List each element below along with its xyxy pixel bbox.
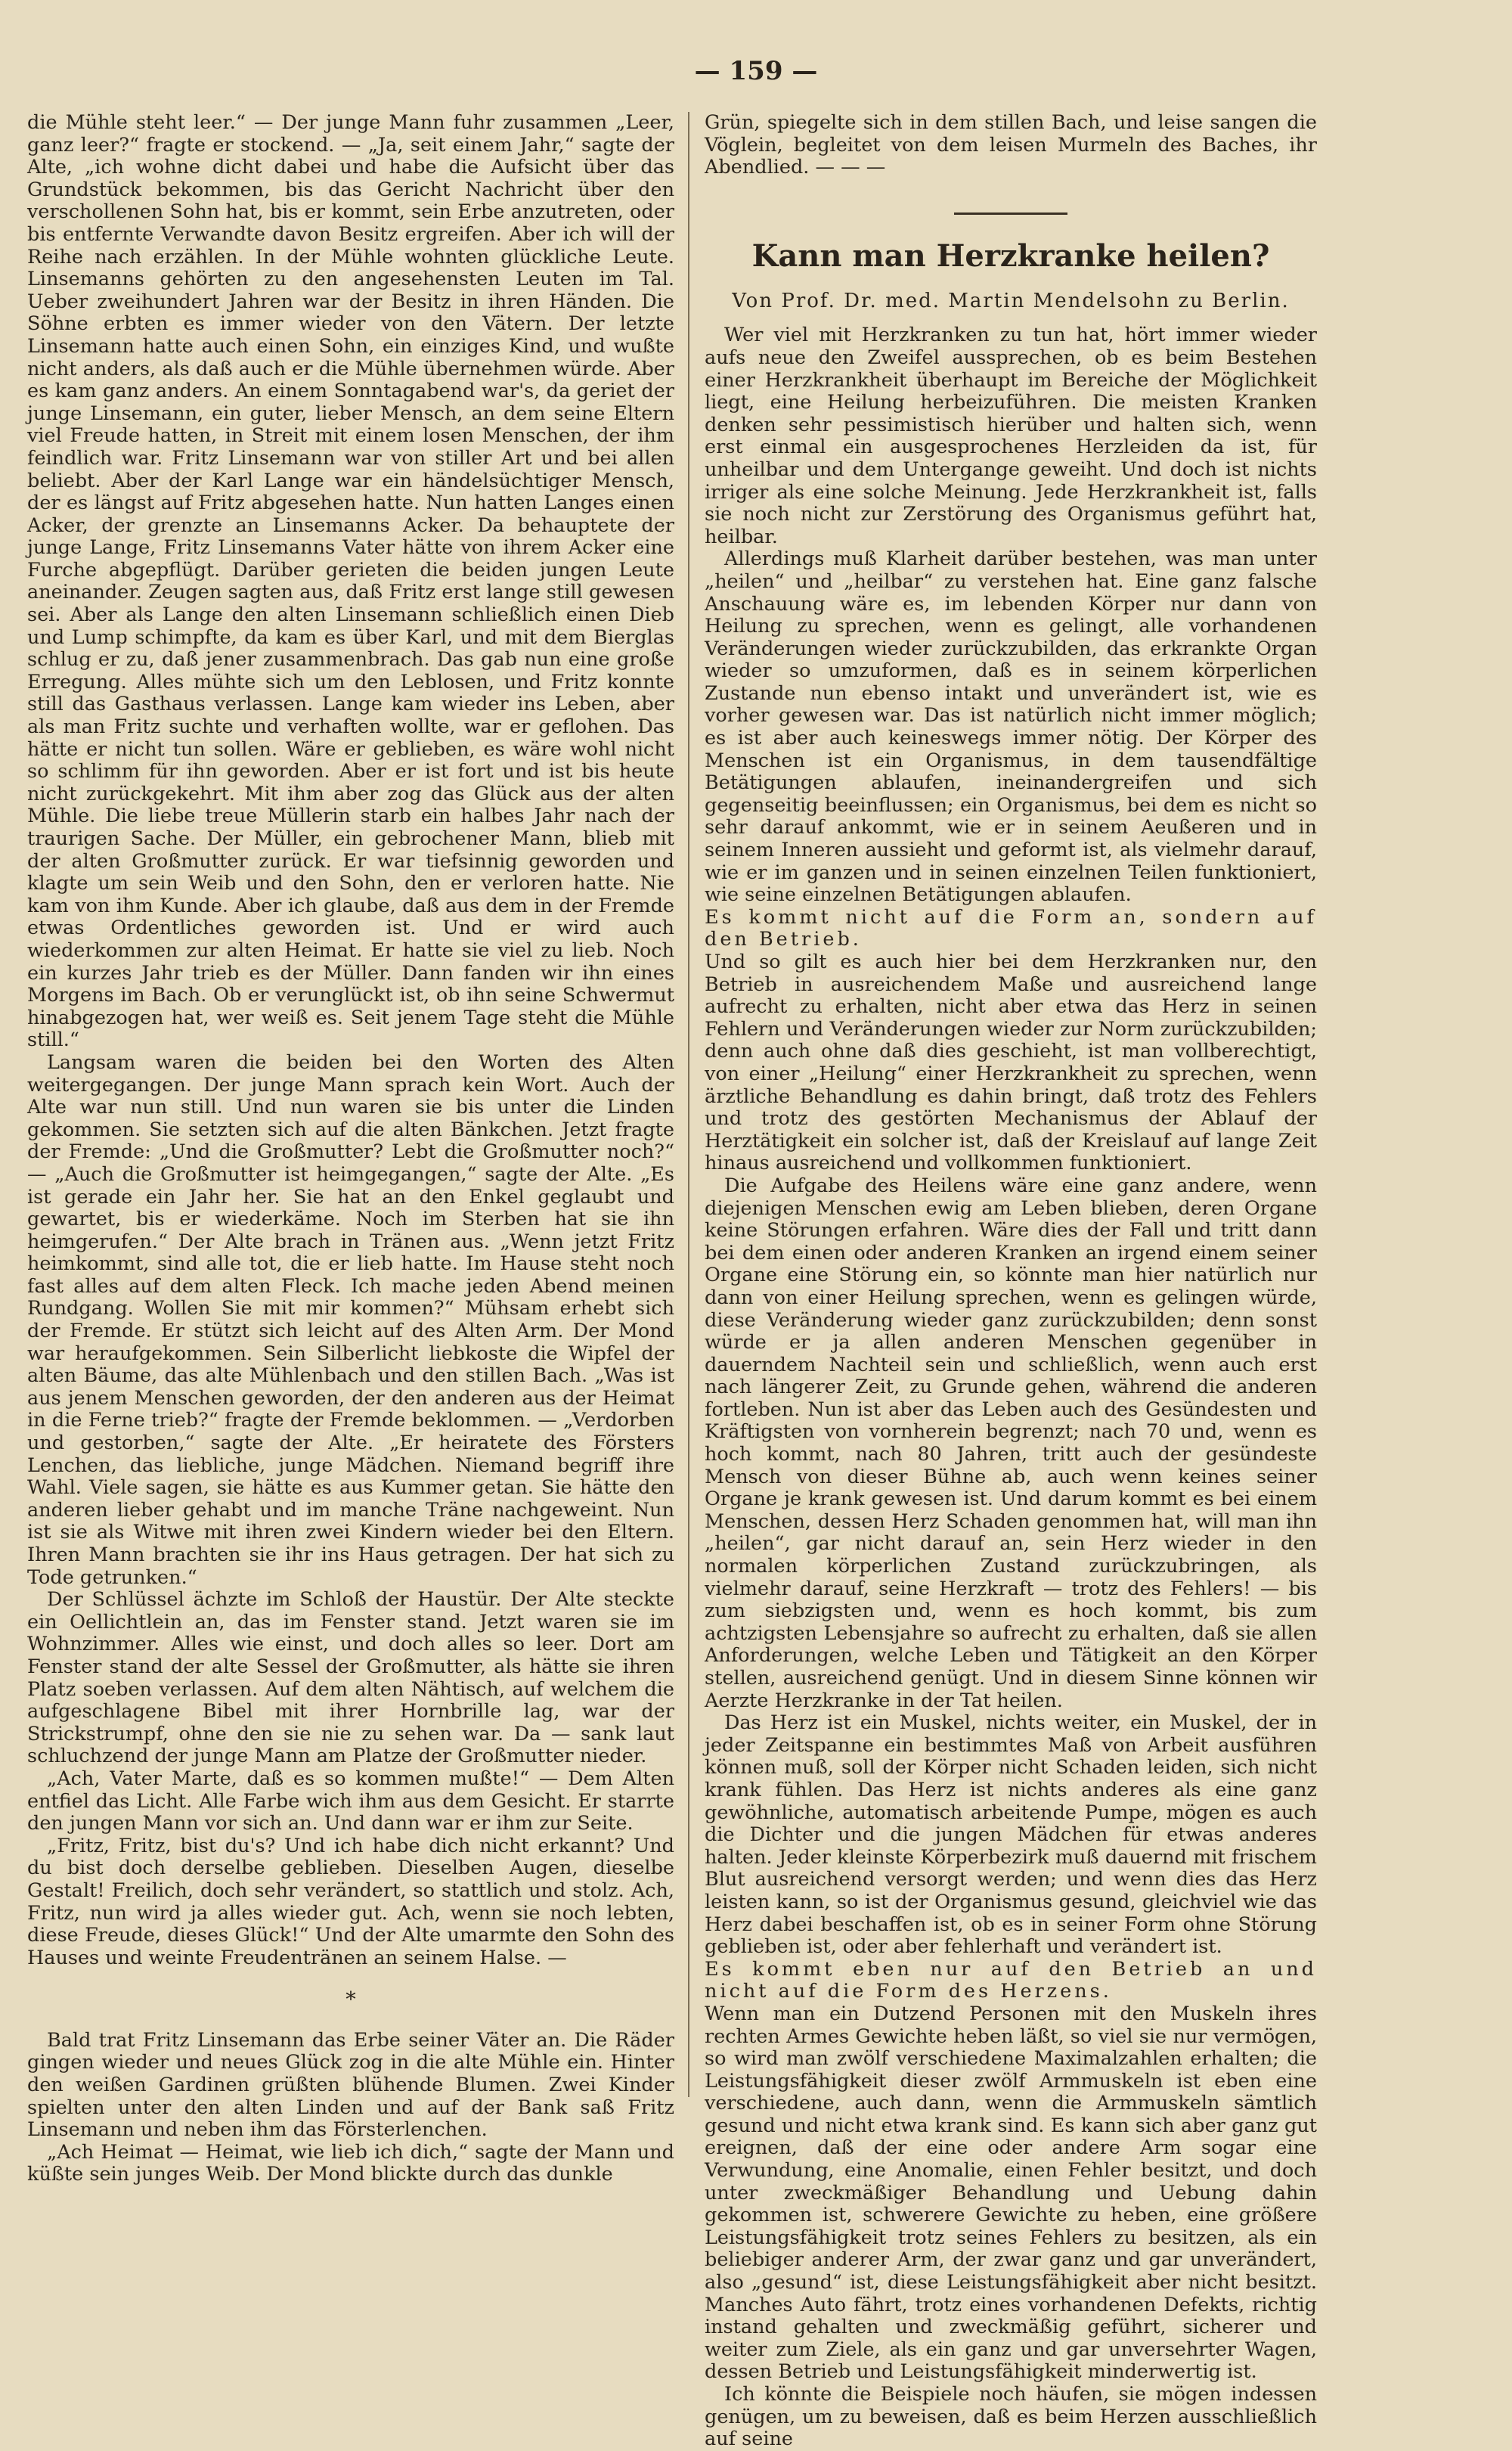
article-title: Kann man Herzkranke heilen? — [751, 237, 1270, 274]
story-paragraph: Der Schlüssel ächzte im Schloß der Haustür. Der Alte steckte ein Oellichtlein an, das im Fenster stand. Jetzt waren sie im Wohnzimmer. Alles wie einst, und doch alles so leer. Dort am Fenster stand der alte Sessel der Großmutter, als hätte sie ihren Platz soeben verlassen. Auf dem alten Nähtisch, auf welchem die aufgeschlagene Bibel mit ihrer Hornbrille lag, war der Strickstrumpf, ohne den sie nie zu sehen war. Da — sank laut schluchzend der junge Mann am Platze der Großmutter nieder. — [27, 1588, 674, 1768]
article-paragraph: Wenn man ein Dutzend Personen mit den Muskeln ihres rechten Armes Gewichte heben läßt, so viel sie nur vermögen, so wird man zwölf verschiedene Maximalzahlen erhalten; die Leistungsfähigkeit dieser zwölf Armmuskeln ist eben eine verschiedene, auch dann, wenn die Armmuskeln sämtlich gesund und nicht etwa krank sind. Es kann sich aber ganz gut ereignen, daß der eine oder andere Arm sogar eine Verwundung, eine Anomalie, einen Fehler besitzt, und doch unter zweckmäßiger Behandlung und Uebung dahin gekommen ist, schwerere Gewichte zu heben, eine größere Leistungsfähigkeit trotz seines Fehlers zu besitzen, als ein beliebiger anderer Arm, der zwar ganz und gar unverändert, also „gesund“ ist, diese Leistungsfähigkeit aber nicht besitzt. Manches Auto fährt, trotz eines vorhandenen Defekts, richtig instand gehalten und zweckmäßig geführt, sicherer und weiter zum Ziele, als ein ganz und gar unversehrter Wagen, dessen Betrieb und Leistungsfähigkeit minderwertig ist. — [705, 2002, 1317, 2384]
story-paragraph: „Fritz, Fritz, bist du's? Und ich habe dich nicht erkannt? Und du bist doch derselbe geblieben. Dieselben Augen, dieselbe Gestalt! Freilich, doch sehr verändert, so stattlich und stolz. Ach, Fritz, nun wird ja alles wieder gut. Ach, wenn sie noch lebten, diese Freude, dieses Glück!“ Und der Alte umarmte den Sohn des Hauses und weinte Freudentränen an seinem Halse. — — [27, 1834, 674, 1969]
left-column — [27, 112, 674, 2186]
column-divider — [688, 112, 689, 2097]
article-divider — [954, 213, 1067, 215]
story-paragraph: die Mühle steht leer.“ — Der junge Mann fuhr zusammen „Leer, ganz leer?“ fragte er stockend. — „Ja, seit einem Jahr,“ sagte der Alte, „ich wohne dicht dabei und habe die Aufsicht über das Grundstück bekommen, bis das Gericht Nachricht über den verschollenen Sohn hat, bis er kommt, sein Erbe anzutreten, oder bis entfernte Verwandte davon Besitz ergreifen. Aber ich will der Reihe nach erzählen. In der Mühle wohnten glückliche Leute. Linsemanns gehörten zu den angesehensten Leuten im Tal. Ueber zweihundert Jahren war der Besitz in ihren Händen. Die Söhne erbten es immer wieder von den Vätern. Der letzte Linsemann hatte auch einen Sohn, ein einziges Kind, und wußte nicht anders, als daß auch er die Mühle übernehmen würde. Aber es kam ganz anders. An einem Sonntagabend war's, da geriet der junge Linsemann, ein guter, lieber Mensch, an dem seine Eltern viel Freude hatten, in Streit mit einem losen Menschen, der ihm feindlich war. Fritz Linsemann war von stiller Art und bei allen beliebt. Aber der Karl Lange war ein händelsüchtiger Mensch, der es längst auf Fritz abgesehen hatte. Nun hatten Langes einen Acker, der grenzte an Linsemanns Acker. Da behauptete der junge Lange, Fritz Linsemanns Vater hätte von ihrem Acker eine Furche abgepflügt. Darüber gerieten die beiden jungen Leute aneinander. Zeugen sagten aus, daß Fritz erst lange still gewesen sei. Aber als Lange den alten Linsemann schließlich einen Dieb und Lump schimpfte, da kam es über Karl, und mit dem Bierglas schlug er zu, daß jener zusammenbrach. Das gab nun eine große Erregung. Alles mühte sich um den Leblosen, und Fritz konnte still das Gasthaus verlassen. Lange kam wieder ins Leben, aber als man Fritz suchte und verhaften wollte, war er geflohen. Das hätte er nicht tun sollen. Wäre er geblieben, es wäre wohl nicht so schlimm für ihn geworden. Aber er ist fort und ist bis heute nicht zurückgekehrt. Mit ihm aber zog das Glück aus der alten Mühle. Die liebe treue Müllerin starb ein halbes Jahr nach der traurigen Sache. Der Müller, ein gebrochener Mann, blieb mit der alten Großmutter zurück. Er war tiefsinnig geworden und klagte um sein Weib und den Sohn, den er verloren hatte. Nie kam von ihm Kunde. Aber ich glaube, daß aus dem in der Fremde etwas Ordentliches geworden ist. Und er wird auch wiederkommen zur alten Heimat. Er hatte sie viel zu lieb. Noch ein kurzes Jahr trieb es der Müller. Dann fanden wir ihn eines Morgens im Bach. Ob er verunglückt ist, ob ihn seine Schwermut hinabgezogen hat, wer weiß es. Seit jenem Tage steht die Mühle still.“ — [27, 111, 674, 1052]
story-continuation: Grün, spiegelte sich in dem stillen Bach, und leise sangen die Vöglein, begleitet von dem leisen Murmeln des Baches, ihr Abendlied. — — — — [705, 111, 1317, 179]
section-separator: * — [345, 1988, 356, 2012]
emphasis-sentence: Es kommt eben nur auf den Betrieb an und nicht auf die Form des Herzens. — [705, 1957, 1317, 2003]
story-paragraph: „Ach, Vater Marte, daß es so kommen mußte!“ — Dem Alten entfiel das Licht. Alle Farbe wich ihm aus dem Gesicht. Er starrte den jungen Mann vor sich an. Und dann war er ihm zur Seite. — [27, 1767, 674, 1835]
article-paragraph: Die Aufgabe des Heilens wäre eine ganz andere, wenn diejenigen Menschen ewig am Leben blieben, deren Organe keine Störungen erfahren. Wäre dies der Fall und tritt dann bei dem einen oder anderen Kranken an irgend einem seiner Organe eine Störung ein, so könnte man hier natürlich nur dann von einer Heilung sprechen, wenn es gelingen würde, diese Veränderung wieder ganz zurückzubilden; denn sonst würde er ja allen anderen Menschen gegenüber in dauerndem Nachteil sein und schließlich, wenn auch erst nach längerer Zeit, zu Grunde gehen, während die anderen fortleben. Nun ist aber das Leben auch des Gesündesten und Kräftigsten von vornherein begrenzt; nach 70 und, wenn es hoch kommt, nach 80 Jahren, tritt auch der gesündeste Mensch von dieser Bühne ab, auch wenn keines seiner Organe je krank gewesen ist. Und darum kommt es bei einem Menschen, dessen Herz Schaden genommen hat, will man ihn „heilen“, gar nicht darauf an, sein Herz wieder in den normalen körperlichen Zustand zurückzubringen, als vielmehr darauf, seine Herzkraft — trotz des Fehlers! — bis zum siebzigsten und, wenn es hoch kommt, bis zum achtzigsten Lebensjahre so aufrecht zu erhalten, daß sie allen Anforderungen, welche Leben und Tätigkeit an den Körper stellen, ausreichend genügt. Und in diesem Sinne können wir Aerzte Herzkranke in der Tat heilen. — [705, 1174, 1317, 1712]
right-column — [705, 112, 1317, 2451]
emphasis-sentence: Es kommt nicht auf die Form an, sondern auf den Betrieb. — [705, 905, 1317, 951]
story-paragraph: „Ach Heimat — Heimat, wie lieb ich dich,“ sagte der Mann und küßte sein junges Weib. Der Mond blickte durch das dunkle — [27, 2140, 674, 2186]
story-paragraph: Langsam waren die beiden bei den Worten des Alten weitergegangen. Der junge Mann sprach kein Wort. Auch der Alte war nun still. Und nun waren sie bis unter die Linden gekommen. Sie setzten sich auf die alten Bänkchen. Jetzt fragte der Fremde: „Und die Großmutter? Lebt die Großmutter noch?“ — „Auch die Großmutter ist heimgegangen,“ sagte der Alte. „Es ist gerade ein Jahr her. Sie hat an den Enkel geglaubt und gewartet, bis er wiederkäme. Noch im Sterben hat sie ihn heimgerufen.“ Der Alte brach in Tränen aus. „Wenn jetzt Fritz heimkommt, sind alle tot, die er lieb hatte. Im Hause steht noch fast alles auf dem alten Fleck. Ich mache jeden Abend meinen Rundgang. Wollen Sie mit mir kommen?“ Mühsam erhebt sich der Fremde. Er stützt sich leicht auf des Alten Arm. Der Mond war heraufgekommen. Sein Silberlicht liebkoste die Wipfel der alten Bäume, das alte Mühlenbach und den stillen Bach. „Was ist aus jenem Menschen geworden, der den anderen aus der Heimat in die Ferne trieb?“ fragte der Fremde beklommen. — „Verdorben und gestorben,“ sagte der Alte. „Er heiratete des Försters Lenchen, das liebliche, junge Mädchen. Niemand begriff ihre Wahl. Viele sagen, sie hätte es aus Kummer getan. Sie hätte den anderen lieber gehabt und im manche Träne nachgeweint. Nun ist sie als Witwe mit ihren zwei Kindern wieder bei den Eltern. Ihren Mann brachten sie ihr ins Haus getragen. Der hat sich zu Tode getrunken.“ — [27, 1050, 674, 1589]
article-byline: Von Prof. Dr. med. Martin Mendelsohn zu Berlin. — [732, 289, 1290, 312]
article-paragraph: Allerdings muß Klarheit darüber bestehen, was man unter „heilen“ und „heilbar“ zu verstehen hat. Eine ganz falsche Anschauung wäre es, im lebenden Körper nur dann von Heilung zu sprechen, wenn es gelingt, alle vorhandenen Veränderungen wieder zurückzubilden, das erkrankte Organ wieder so umzuformen, daß es in seinem körperlichen Zustande nun ebenso intakt und unverändert ist, wie es vorher gewesen war. Das ist natürlich nicht immer möglich; es ist aber auch keineswegs immer nötig. Der Körper des Menschen ist ein Organismus, in dem tausendfältige Betätigungen ablaufen, ineinandergreifen und sich gegenseitig beeinflussen; ein Organismus, bei dem es nicht so sehr darauf ankommt, wie er in seinem Aeußeren und in seinem Inneren aussieht und geformt ist, als vielmehr darauf, wie er im ganzen und in seinen einzelnen Teilen funktioniert, wie seine einzelnen Betätigungen ablaufen. — [705, 548, 1317, 907]
article-paragraph: Und so gilt es auch hier bei dem Herzkranken nur, den Betrieb in ausreichendem Maße und ausreichend lange aufrecht zu erhalten, nicht aber etwa das Herz in seinen Fehlern und Veränderungen wieder zur Norm zurückzubilden; denn auch ohne daß dies geschieht, ist man vollberechtigt, von einer „Heilung“ einer Herzkrankheit zu sprechen, wenn ärztliche Behandlung es dahin bringt, daß trotz des Fehlers und trotz des gestörten Mechanismus der Ablauf der Herztätigkeit ein solcher ist, daß der Kreislauf auf lange Zeit hinaus ausreichend und vollkommen funktioniert. — [705, 951, 1317, 1175]
page-number: — 159 — — [694, 56, 818, 86]
article-paragraph: Ich könnte die Beispiele noch häufen, sie mögen indessen genügen, um zu beweisen, daß es beim Herzen ausschließlich auf seine — [705, 2383, 1317, 2451]
story-paragraph: Bald trat Fritz Linsemann das Erbe seiner Väter an. Die Räder gingen wieder und neues Glück zog in die alte Mühle ein. Hinter den weißen Gardinen grüßten blühende Blumen. Zwei Kinder spielten unter den alten Linden und auf der Bank saß Fritz Linsemann und neben ihm das Försterlenchen. — [27, 2028, 674, 2142]
article-paragraph: Wer viel mit Herzkranken zu tun hat, hört immer wieder aufs neue den Zweifel aussprechen, ob es beim Bestehen einer Herzkrankheit überhaupt im Bereiche der Möglichkeit liegt, eine Heilung herbeizuführen. Die meisten Kranken denken sehr pessimistisch hierüber und halten sich, wenn erst einmal ein ausgesprochenes Herzleiden da ist, für unheilbar und dem Untergange geweiht. Und doch ist nichts irriger als eine solche Meinung. Jede Herzkrankheit ist, falls sie noch nicht zur Zerstörung des Organismus geführt hat, heilbar. — [705, 324, 1317, 548]
article-paragraph: Das Herz ist ein Muskel, nichts weiter, ein Muskel, der in jeder Zeitspanne ein bestimmtes Maß von Arbeit ausführen können muß, soll der Körper nicht Schaden leiden, sich nicht krank fühlen. Das Herz ist nichts anderes als eine ganz gewöhnliche, automatisch arbeitende Pumpe, mögen es auch die Dichter und die jungen Mädchen für etwas anderes halten. Jeder kleinste Körperbezirk muß dauernd mit frischem Blut ausreichend versorgt werden; und wenn dies das Herz leisten kann, so ist der Organismus gesund, gleichviel wie das Herz dabei beschaffen ist, ob es in seiner Form ohne Störung geblieben ist, oder aber fehlerhaft und verändert ist. — [705, 1711, 1317, 1959]
